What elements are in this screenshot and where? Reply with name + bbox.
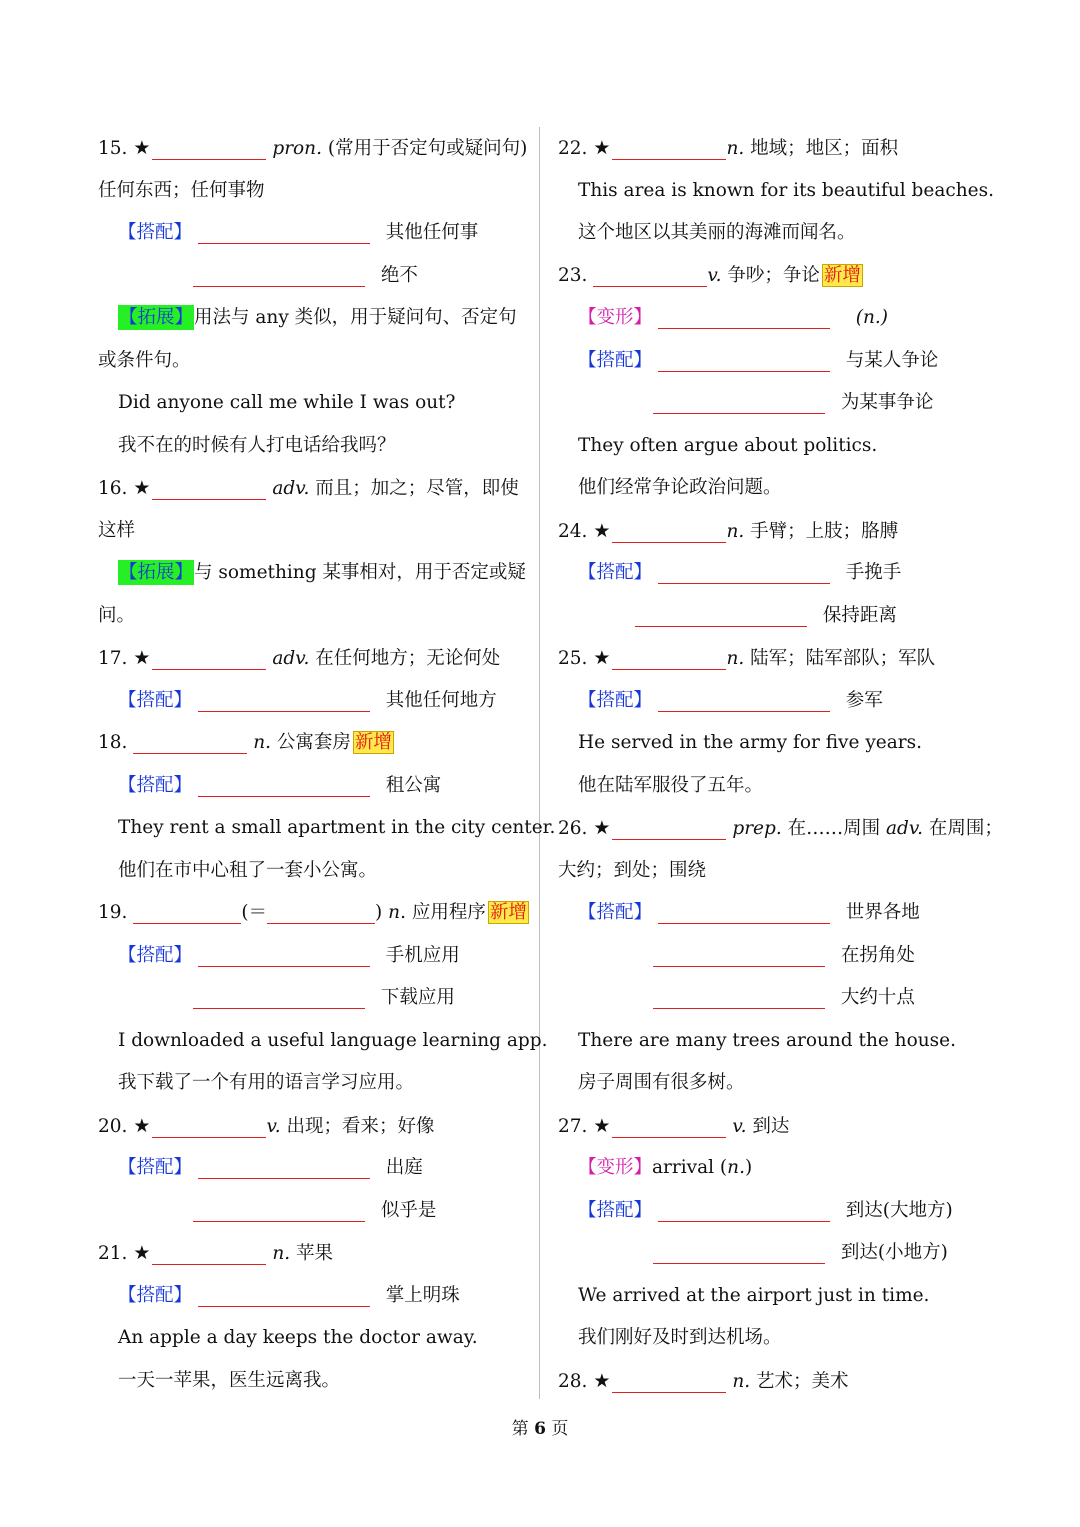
collocation-tag: 【搭配】 xyxy=(118,689,193,711)
collocation-meaning: 在拐角处 xyxy=(840,944,915,966)
variant-tag: 【变形】 xyxy=(578,307,653,328)
extension-text-cont: 问。 xyxy=(98,604,136,626)
meaning: 在周围； xyxy=(928,818,1003,839)
entry-number: 21. xyxy=(98,1243,128,1264)
example-en: An apple a day keeps the doctor away. xyxy=(118,1327,478,1348)
answer-blank[interactable] xyxy=(152,1242,266,1265)
collocation-meaning: 参军 xyxy=(845,689,883,711)
collocation-row xyxy=(558,382,998,425)
answer-blank[interactable] xyxy=(653,986,825,1009)
collocation-row xyxy=(558,1190,998,1233)
collocation-tag: 【搭配】 xyxy=(578,1199,653,1221)
star-icon: ★ xyxy=(593,519,611,542)
collocation-row xyxy=(558,977,998,1020)
collocation-row xyxy=(558,680,998,723)
collocation-meaning: 绝不 xyxy=(380,264,418,286)
meaning: 在任何地方；无论何处 xyxy=(315,648,501,669)
page-number: 6 xyxy=(534,1419,546,1439)
collocation-tag: 【搭配】 xyxy=(118,944,193,966)
meaning: 艺术；美术 xyxy=(756,1370,849,1392)
part-of-speech: adv. xyxy=(272,478,310,499)
entry-24-head xyxy=(558,510,998,553)
footer-suffix: 页 xyxy=(551,1419,569,1439)
example-zh: 房子周围有很多树。 xyxy=(578,1072,745,1093)
entry-number: 27. xyxy=(558,1115,588,1137)
part-of-speech: adv. xyxy=(886,818,924,839)
collocation-row xyxy=(98,255,526,298)
entry-21-head xyxy=(98,1232,526,1275)
example-en: I downloaded a useful language learning app. xyxy=(118,1029,548,1051)
part-of-speech: n xyxy=(388,902,401,923)
collocation-tag: 【搭配】 xyxy=(118,774,193,796)
example-zh: 他们在市中心租了一套小公寓。 xyxy=(118,859,378,881)
example-zh: 我下载了一个有用的语言学习应用。 xyxy=(118,1072,415,1093)
answer-blank[interactable] xyxy=(653,944,825,967)
collocation-tag: 【搭配】 xyxy=(578,562,653,583)
entry-number: 22. xyxy=(558,138,588,159)
entry-number: 28. xyxy=(558,1370,588,1392)
entry-number: 23. xyxy=(558,264,588,286)
entry-23-head xyxy=(558,255,998,298)
extension-text: 用法与 any 类似，用于疑问句、否定句 xyxy=(194,307,517,328)
meaning-cont: 任何东西；任何事物 xyxy=(98,179,265,201)
entry-number: 19. xyxy=(98,902,128,923)
part-of-speech: n. xyxy=(732,1370,751,1392)
collocation-meaning: 到达(大地方) xyxy=(845,1199,953,1221)
answer-blank[interactable] xyxy=(593,264,707,287)
entry-number: 25. xyxy=(558,648,588,669)
entry-number: 15. xyxy=(98,138,128,159)
star-icon: ★ xyxy=(593,647,611,669)
star-icon: ★ xyxy=(593,137,611,159)
column-divider xyxy=(539,127,540,1399)
page-footer xyxy=(0,1414,1080,1439)
answer-blank[interactable] xyxy=(612,1115,726,1138)
meaning-cont: 大约；到处；围绕 xyxy=(558,859,707,881)
answer-blank[interactable] xyxy=(152,647,266,670)
example-zh: 这个地区以其美丽的海滩而闻名。 xyxy=(578,222,856,243)
collocation-meaning: 世界各地 xyxy=(845,902,920,923)
entry-number: 24. xyxy=(558,520,588,542)
meaning: 在……周围 xyxy=(787,818,881,839)
meaning-cont: 这样 xyxy=(98,519,136,541)
star-icon: ★ xyxy=(593,817,611,839)
entry-15-head xyxy=(98,127,526,170)
collocation-row xyxy=(98,212,526,255)
meaning: 公寓套房 xyxy=(276,732,351,753)
meaning: (常用于否定句或疑问句) xyxy=(327,138,528,159)
collocation-tag: 【搭配】 xyxy=(578,349,653,371)
footer-prefix: 第 xyxy=(511,1419,529,1439)
collocation-meaning: 保持距离 xyxy=(822,604,897,626)
collocation-row xyxy=(98,935,526,978)
collocation-row xyxy=(98,680,526,723)
example-zh: 我们刚好及时到达机场。 xyxy=(578,1327,782,1348)
answer-blank[interactable] xyxy=(198,1156,370,1179)
collocation-row xyxy=(558,892,998,935)
example-zh: 他在陆军服役了五年。 xyxy=(578,774,764,796)
star-icon: ★ xyxy=(593,1114,611,1137)
meaning: 争吵；争论 xyxy=(727,264,820,286)
collocation-meaning: 手挽手 xyxy=(845,562,902,583)
answer-blank[interactable] xyxy=(133,731,247,754)
star-icon: ★ xyxy=(133,1114,151,1137)
example-en: They rent a small apartment in the city center. xyxy=(118,817,556,838)
collocation-meaning: 下载应用 xyxy=(380,987,455,1008)
star-icon: ★ xyxy=(133,647,151,669)
part-of-speech: v. xyxy=(707,264,722,286)
answer-blank[interactable] xyxy=(152,1115,266,1138)
example-zh: 我不在的时候有人打电话给我吗？ xyxy=(118,434,396,456)
variant-row: 【变形】arrival (n.) xyxy=(578,1157,753,1178)
answer-blank[interactable] xyxy=(198,689,370,712)
entry-number: 16. xyxy=(98,478,128,499)
collocation-row xyxy=(98,1147,526,1190)
collocation-meaning: 手机应用 xyxy=(385,944,460,966)
part-of-speech: n. xyxy=(726,138,745,159)
part-of-speech: v. xyxy=(266,1115,281,1137)
answer-blank[interactable] xyxy=(612,647,726,670)
answer-blank[interactable] xyxy=(635,604,807,627)
answer-blank[interactable] xyxy=(612,520,726,543)
answer-blank[interactable] xyxy=(267,901,375,924)
entry-25-head xyxy=(558,637,998,680)
collocation-meaning: 掌上明珠 xyxy=(385,1284,460,1306)
part-of-speech: adv. xyxy=(272,648,310,669)
entry-19-head xyxy=(98,892,526,935)
collocation-meaning: 租公寓 xyxy=(385,774,442,796)
meaning: 出现；看来；好像 xyxy=(286,1115,435,1137)
answer-blank[interactable] xyxy=(193,986,365,1009)
extension-text: 与 something 某事相对，用于否定或疑 xyxy=(194,562,526,583)
entry-18-head xyxy=(98,722,526,765)
part-of-speech: n. xyxy=(726,648,745,669)
collocation-tag: 【搭配】 xyxy=(578,689,653,711)
answer-blank[interactable] xyxy=(152,137,266,160)
entry-number: 20. xyxy=(98,1115,128,1137)
meaning: 苹果 xyxy=(296,1243,334,1264)
entry-16-head xyxy=(98,467,526,510)
part-of-speech: n. xyxy=(272,1243,291,1264)
meaning: 而且；加之；尽管，即使 xyxy=(315,478,519,499)
answer-blank[interactable] xyxy=(658,561,830,584)
variant-pos: (n.) xyxy=(855,307,889,328)
meaning: 陆军；陆军部队；军队 xyxy=(750,648,936,669)
answer-blank[interactable] xyxy=(198,944,370,967)
extension-tag: 【拓展】 xyxy=(119,562,194,583)
answer-blank[interactable] xyxy=(653,391,825,414)
answer-blank[interactable] xyxy=(653,1241,825,1264)
part-of-speech: pron. xyxy=(272,138,322,159)
star-icon: ★ xyxy=(133,477,151,499)
collocation-row xyxy=(558,595,998,638)
answer-blank[interactable] xyxy=(193,264,365,287)
example-en: There are many trees around the house. xyxy=(578,1029,956,1051)
extension-row xyxy=(98,297,526,340)
new-badge: 新增 xyxy=(489,902,527,923)
collocation-meaning: 其他任何事 xyxy=(385,222,479,243)
part-of-speech: prep. xyxy=(732,818,782,839)
collocation-tag: 【搭配】 xyxy=(578,902,653,923)
collocation-meaning: 似乎是 xyxy=(380,1199,437,1221)
collocation-meaning: 到达(小地方) xyxy=(840,1242,948,1263)
collocation-row xyxy=(558,935,998,978)
collocation-row xyxy=(558,552,998,595)
entry-number: 17. xyxy=(98,648,128,669)
extension-row xyxy=(98,552,526,595)
answer-blank[interactable] xyxy=(152,477,266,500)
star-icon: ★ xyxy=(133,137,151,159)
variant-word: arrival xyxy=(652,1157,715,1178)
collocation-meaning: 大约十点 xyxy=(840,987,915,1008)
entry-17-head xyxy=(98,637,526,680)
entry-number: 18. xyxy=(98,732,128,753)
collocation-meaning: 为某事争论 xyxy=(840,392,934,413)
meaning: 地域；地区；面积 xyxy=(750,138,899,159)
collocation-tag: 【搭配】 xyxy=(118,1284,193,1306)
entry-28-head xyxy=(558,1360,998,1403)
collocation-meaning: 与某人争论 xyxy=(845,349,939,371)
star-icon: ★ xyxy=(133,1242,151,1264)
part-of-speech: n. xyxy=(726,520,745,542)
variant-tag: 【变形】 xyxy=(578,1157,653,1178)
collocation-row xyxy=(98,977,526,1020)
example-en: They often argue about politics. xyxy=(578,434,878,456)
entry-20-head xyxy=(98,1105,526,1148)
answer-blank[interactable] xyxy=(198,1284,370,1307)
paren-close: ) xyxy=(375,902,383,923)
paren-open: (＝ xyxy=(241,902,268,923)
example-en: We arrived at the airport just in time. xyxy=(578,1284,930,1306)
answer-blank[interactable] xyxy=(612,137,726,160)
answer-blank[interactable] xyxy=(658,689,830,712)
collocation-tag: 【搭配】 xyxy=(118,222,193,243)
answer-blank[interactable] xyxy=(612,817,726,840)
answer-blank[interactable] xyxy=(658,349,830,372)
extension-tag: 【拓展】 xyxy=(119,307,194,328)
part-of-speech: n. xyxy=(253,732,271,753)
meaning: 到达 xyxy=(752,1115,790,1137)
answer-blank[interactable] xyxy=(658,901,830,924)
collocation-meaning: 出庭 xyxy=(385,1157,423,1178)
collocation-row xyxy=(98,765,526,808)
new-badge: 新增 xyxy=(823,264,861,286)
answer-blank[interactable] xyxy=(658,306,830,329)
variant-row xyxy=(558,297,998,340)
answer-blank[interactable] xyxy=(198,221,370,244)
example-en: He served in the army for five years. xyxy=(578,732,922,753)
extension-text-cont: 或条件句。 xyxy=(98,349,191,371)
example-en: Did anyone call me while I was out? xyxy=(118,392,456,413)
meaning: 手臂；上肢；胳膊 xyxy=(750,520,899,542)
answer-blank[interactable] xyxy=(198,774,370,797)
answer-blank[interactable] xyxy=(193,1199,365,1222)
collocation-meaning: 其他任何地方 xyxy=(385,689,497,711)
part-of-speech: v. xyxy=(732,1115,747,1137)
example-en: This area is known for its beautiful beaches. xyxy=(578,179,994,201)
answer-blank[interactable] xyxy=(612,1370,726,1393)
answer-blank[interactable] xyxy=(658,1199,830,1222)
new-badge: 新增 xyxy=(354,732,392,753)
left-column xyxy=(98,127,556,1402)
collocation-row xyxy=(98,1275,526,1318)
collocation-tag: 【搭配】 xyxy=(118,1157,193,1178)
collocation-row xyxy=(558,1232,998,1275)
variant-pos: n. xyxy=(727,1157,745,1178)
right-column xyxy=(558,127,1003,1402)
example-zh: 他们经常争论政治问题。 xyxy=(578,477,782,498)
entry-26-head xyxy=(558,807,1003,850)
entry-22-head xyxy=(558,127,998,170)
collocation-row xyxy=(98,1190,526,1233)
answer-blank[interactable] xyxy=(133,901,241,924)
example-zh: 一天一苹果，医生远离我。 xyxy=(118,1369,341,1391)
star-icon: ★ xyxy=(593,1369,611,1392)
entry-27-head xyxy=(558,1105,998,1148)
collocation-row xyxy=(558,340,998,383)
entry-number: 26. xyxy=(558,818,588,839)
meaning: . 应用程序 xyxy=(400,902,486,923)
